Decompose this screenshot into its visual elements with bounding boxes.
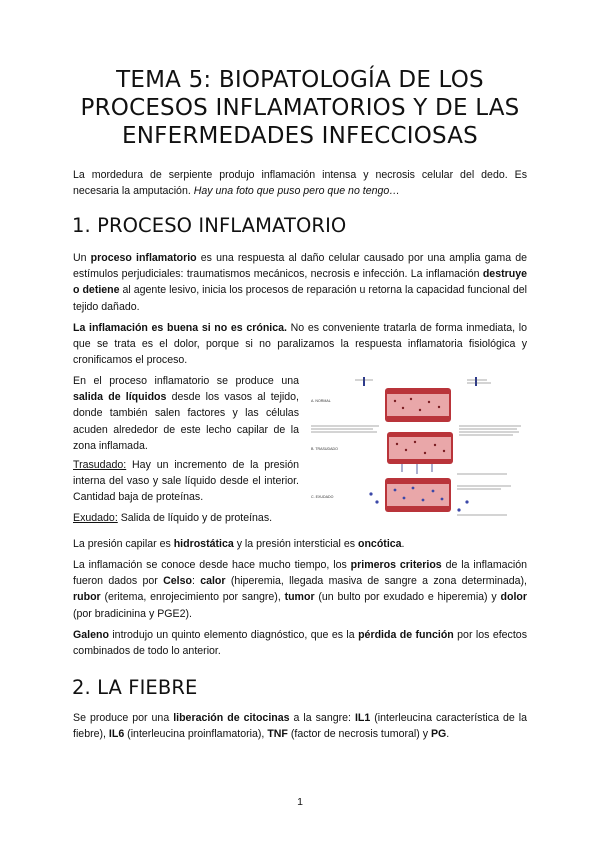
paragraph-fluid-exit: En el proceso inflamatorio se produce una salida de líquidos desde los vasos al tejido, donde también salen factores y las células acuden alrededor de este lecho capilar de la zona inflamada. <box>73 375 300 452</box>
label-trasudado: B. TRASUDADO <box>311 447 338 451</box>
vessel-lumen <box>389 437 451 459</box>
vessel-figure <box>307 374 526 522</box>
section-1-heading: 1. PROCESO INFLAMATORIO <box>72 214 347 237</box>
intro-paragraph: La mordedura de serpiente produjo inflamación intensa y necrosis celular del dedo. Es necesaria la amputación. Hay una foto que puso pero que no tengo… <box>73 169 527 198</box>
paragraph-chronic: La inflamación es buena si no es crónica. No es conveniente tratarla de forma inmediata, lo que se trata es el dolor, porque si no paralizamos la respuesta inflamatoria fisiológica y cronificamos el proceso. <box>73 322 528 367</box>
section-2-heading: 2. LA FIEBRE <box>72 676 198 699</box>
vessel-lumen <box>387 394 449 416</box>
label-exudado: C. EXUDADO <box>311 495 334 499</box>
paragraph-galeno: Galeno introdujo un quinto elemento diagnóstico, que es la pérdida de función por los efectos combinados de todo lo anterior. <box>73 629 527 658</box>
paragraph-celso: La inflamación se conoce desde hace mucho tiempo, los primeros criterios de la inflamación fueron dados por Celso: calor (hiperemia, llegada masiva de sangre a zona determinada), rubor (eritema, enrojecimiento por sangre), tumor (un bulto por exudado e hiperemia) y dolor (por bradicinina y PGE2). <box>73 559 528 620</box>
page-title <box>40 66 560 150</box>
title-line-2: PROCESOS INFLAMATORIOS Y DE LAS <box>80 95 520 121</box>
pressure-arrow-icon <box>363 377 365 386</box>
vessel-diagram <box>307 374 526 522</box>
title-line-3: ENFERMEDADES INFECCIOSAS <box>122 123 478 149</box>
vessel-lumen <box>387 484 449 506</box>
paragraph-trasudado: Trasudado: Hay un incremento de la presión interna del vaso y sale líquido desde el interior. Cantidad baja de proteínas. <box>73 459 299 504</box>
paragraph-definition: Un proceso inflamatorio es una respuesta al daño celular causado por una amplia gama de estímulos perjudiciales: traumatismos mecánicos, necrosis e infección. La inflamación destruye o detiene al agente lesivo, inicia los procesos de reparación u retorna la capacidad funcional del tejido dañado. <box>73 252 527 313</box>
page-number: 1 <box>297 796 303 808</box>
paragraph-exudado: Exudado: Salida de líquido y de proteínas. <box>73 512 273 524</box>
pressure-arrow-icon <box>475 377 477 386</box>
title-line-1: TEMA 5: BIOPATOLOGÍA DE LOS <box>116 67 484 93</box>
paragraph-fiebre: Se produce por una liberación de citocinas a la sangre: IL1 (interleucina característica de la fiebre), IL6 (interleucina proinflamatoria), TNF (factor de necrosis tumoral) y PG. <box>73 712 527 741</box>
label-normal: A. NORMAL <box>311 399 331 403</box>
paragraph-pressures: La presión capilar es hidrostática y la presión intersticial es oncótica. <box>73 538 405 550</box>
